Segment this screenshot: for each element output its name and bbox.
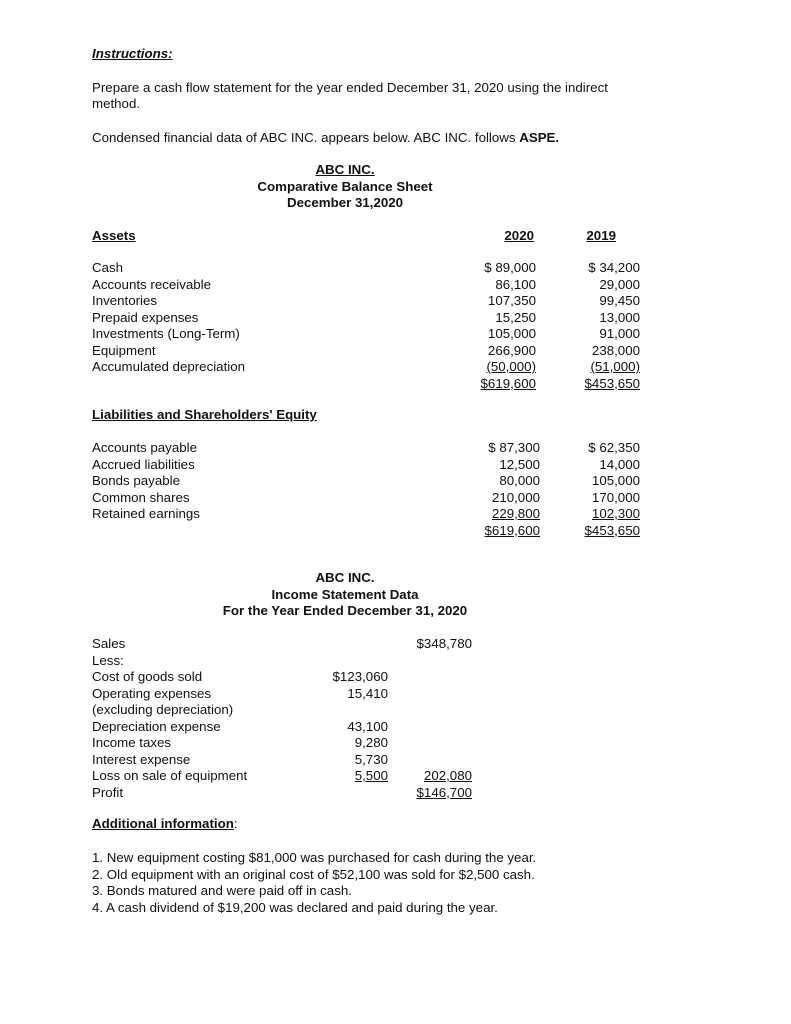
is-value-col2 [380, 669, 472, 686]
asset-label: Prepaid expenses [92, 309, 199, 325]
bs-company-name: ABC INC. [315, 162, 375, 177]
additional-info-item: 2. Old equipment with an original cost of $52,100 was sold for $2,500 cash. [92, 866, 535, 882]
asset-label: Inventories [92, 293, 158, 308]
is-total-expenses: 202,080 [423, 768, 472, 783]
additional-info-item: 1. New equipment costing $81,000 was purchased for cash during the year. [92, 850, 537, 865]
is-label: Sales [92, 636, 126, 651]
is-label: (excluding depreciation) [92, 702, 234, 717]
additional-info-colon: : [233, 816, 238, 831]
is-labels [92, 636, 247, 801]
is-value-col1: 5,500 [354, 768, 388, 783]
asset-value-2019: (51,000) [590, 359, 640, 374]
is-label: Income taxes [92, 735, 172, 750]
asset-value-2020: 107,350 [487, 293, 536, 308]
instructions-line-1: Prepare a cash flow statement for the year ended December 31, 2020 using the indirect [92, 80, 608, 95]
additional-info-item: 3. Bonds matured and were paid off in cash. [92, 883, 352, 898]
aspe-label: ASPE. [519, 130, 560, 145]
is-col2-values [380, 636, 472, 801]
liabilities-2020-values [440, 440, 540, 539]
liability-value-2019: 105,000 [591, 473, 640, 488]
asset-label: Investments (Long-Term) [92, 326, 240, 341]
is-company-name: ABC INC. [315, 570, 375, 585]
bs-date: December 31,2020 [286, 195, 404, 210]
liability-value-2019: 102,300 [591, 506, 640, 521]
liabilities-2019-values [540, 440, 640, 539]
asset-value-2019: 238,000 [591, 342, 640, 358]
is-label: Interest expense [92, 751, 191, 767]
is-label: Cost of goods sold [92, 669, 203, 684]
is-value-col1 [300, 653, 388, 670]
asset-value-2019: $ 34,200 [588, 260, 640, 275]
col-header-2020: 2020 [504, 228, 534, 243]
liability-value-2020: 12,500 [499, 456, 540, 472]
liability-value-2019: $ 62,350 [588, 440, 640, 455]
is-period: For the Year Ended December 31, 2020 [222, 603, 468, 618]
is-title: Income Statement Data [271, 586, 419, 602]
is-value-col1: 15,410 [347, 685, 388, 701]
bs-title: Comparative Balance Sheet [257, 178, 433, 194]
liability-value-2020: 210,000 [491, 489, 540, 505]
is-label: Operating expenses [92, 685, 212, 701]
assets-total-2020: $619,600 [480, 375, 536, 391]
is-value-col2 [380, 653, 472, 670]
asset-label: Equipment [92, 342, 156, 358]
is-label: Less: [92, 652, 124, 668]
liabilities-heading: Liabilities and Shareholders' Equity [92, 407, 317, 422]
col-header-2019: 2019 [586, 228, 616, 243]
liabilities-total-2020: $619,600 [484, 522, 540, 538]
liability-label: Accounts payable [92, 440, 197, 455]
is-label: Profit [92, 784, 124, 800]
additional-info-heading [92, 816, 238, 833]
is-value-col2 [380, 719, 472, 736]
asset-label: Accumulated depreciation [92, 359, 246, 374]
asset-value-2020: 86,100 [495, 276, 536, 292]
assets-2019-values [540, 260, 640, 392]
asset-value-2020: 15,250 [495, 309, 536, 325]
assets-labels [92, 260, 245, 376]
is-label: Depreciation expense [92, 718, 221, 734]
is-value-col1: 43,100 [347, 718, 388, 734]
asset-value-2020: (50,000) [486, 359, 536, 374]
is-value-col2 [380, 686, 472, 703]
income-statement-header [195, 570, 495, 620]
instructions-heading: Instructions: [92, 46, 173, 61]
assets-total-2019: $453,650 [584, 375, 640, 391]
asset-value-2020: $ 89,000 [484, 260, 536, 275]
asset-value-2020: 266,900 [487, 342, 536, 358]
liability-label: Bonds payable [92, 473, 180, 488]
is-value-col1 [300, 636, 388, 653]
is-value-col1: 9,280 [354, 735, 388, 750]
asset-value-2019: 99,450 [599, 293, 640, 308]
asset-label: Accounts receivable [92, 276, 211, 292]
liability-label: Common shares [92, 489, 190, 505]
asset-value-2019: 13,000 [599, 309, 640, 325]
is-value-col1 [300, 702, 388, 719]
balance-sheet-header [195, 162, 495, 212]
liability-value-2020: 229,800 [491, 506, 540, 521]
asset-value-2019: 29,000 [599, 276, 640, 292]
assets-2020-values [440, 260, 536, 392]
is-value-col2: $348,780 [416, 636, 472, 651]
is-value-col1 [300, 785, 388, 802]
liability-value-2019: 14,000 [599, 456, 640, 472]
asset-label: Cash [92, 260, 124, 275]
is-value-col1: $123,060 [332, 669, 388, 684]
is-col1-values [300, 636, 388, 801]
asset-value-2020: 105,000 [487, 326, 536, 341]
asset-value-2019: 91,000 [599, 326, 640, 341]
is-value-col2 [380, 702, 472, 719]
liabilities-total-2019: $453,650 [584, 522, 640, 538]
is-profit: $146,700 [416, 784, 472, 800]
condensed-note-text: Condensed financial data of ABC INC. appears below. ABC INC. follows [92, 130, 520, 145]
liability-value-2020: 80,000 [499, 473, 540, 488]
liability-value-2019: 170,000 [591, 489, 640, 505]
is-label: Loss on sale of equipment [92, 768, 248, 783]
liability-value-2020: $ 87,300 [488, 440, 540, 455]
liability-label: Accrued liabilities [92, 456, 195, 472]
liabilities-labels [92, 440, 200, 523]
is-value-col2 [380, 752, 472, 769]
condensed-data-note [92, 130, 559, 147]
liability-label: Retained earnings [92, 506, 200, 521]
assets-heading: Assets [92, 228, 136, 243]
is-value-col2 [380, 735, 472, 752]
additional-info-list [92, 850, 536, 916]
additional-info-item: 4. A cash dividend of $19,200 was declared and paid during the year. [92, 899, 498, 915]
is-value-col1: 5,730 [354, 751, 388, 767]
additional-info-title: Additional information [92, 816, 234, 831]
instructions-line-2: method. [92, 96, 141, 111]
